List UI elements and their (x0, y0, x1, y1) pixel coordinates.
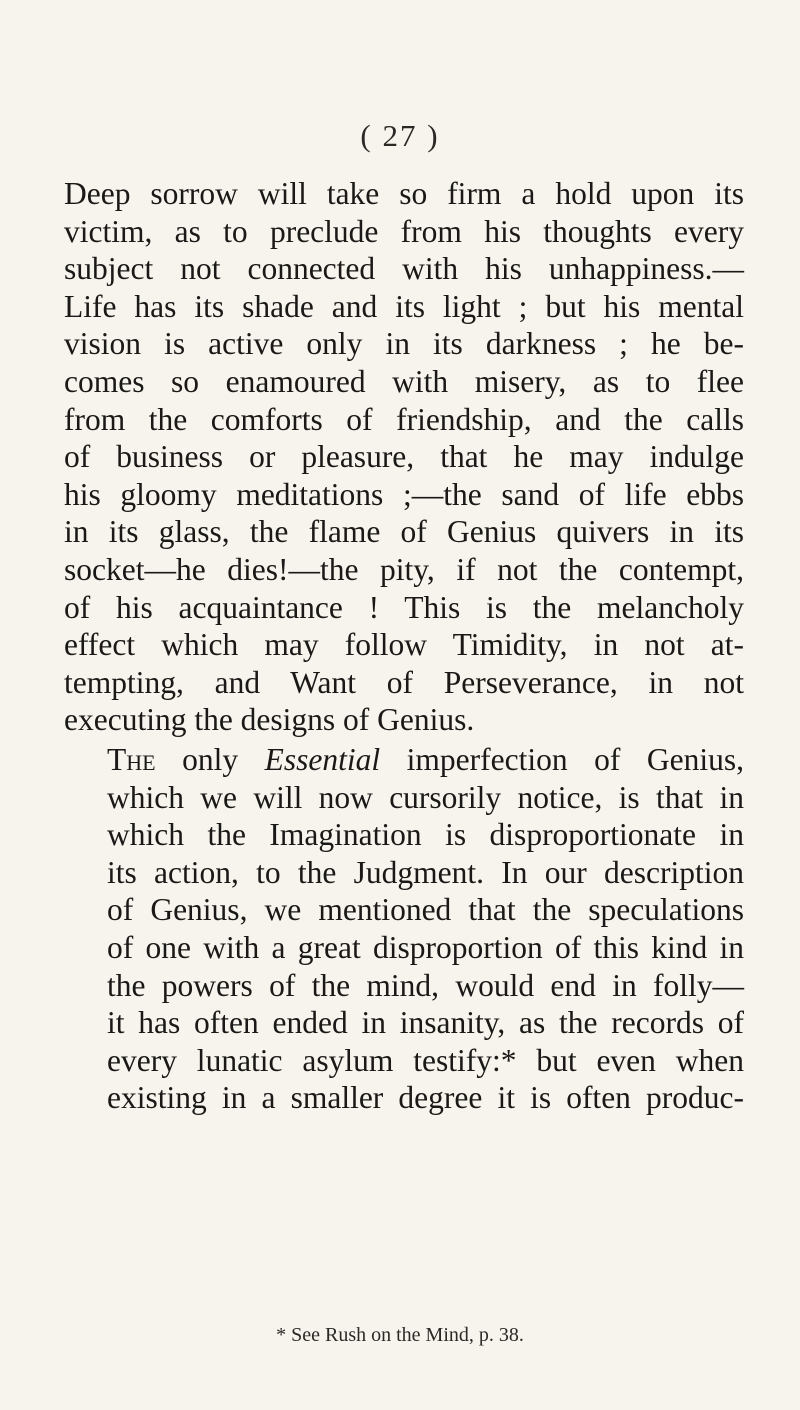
text-line: socket—he dies!—the pity, if not the contempt, (64, 551, 744, 587)
emphasis-word: Essential (264, 742, 381, 777)
text-run: only (155, 742, 265, 777)
text-line: his gloomy meditations ;—the sand of life ebbs (64, 476, 744, 512)
text-line: which we will now cursorily notice, is that in (107, 779, 744, 815)
text-line: of his acquaintance ! This is the melancholy (64, 589, 744, 625)
text-line: subject not connected with his unhappiness.— (64, 251, 744, 287)
lead-word: The (107, 742, 156, 777)
text-line: victim, as to preclude from his thoughts every (64, 213, 744, 249)
text-line: comes so enamoured with misery, as to flee (64, 363, 744, 399)
text-line: from the comforts of friendship, and the calls (64, 401, 744, 437)
text-line: Deep sorrow will take so firm a hold upon its (64, 176, 744, 211)
text-line: effect which may follow Timidity, in not at- (64, 627, 744, 663)
text-line: every lunatic asylum testify:* but even when (107, 1042, 744, 1078)
paragraph-1 (64, 175, 744, 739)
footnote: * See Rush on the Mind, p. 38. (276, 1324, 524, 1346)
page-number: ( 27 ) (360, 118, 440, 153)
text-line: it has often ended in insanity, as the records of (107, 1005, 744, 1041)
text-line: vision is active only in its darkness ; he be- (64, 326, 744, 362)
text-line: of Genius, we mentioned that the speculations (107, 892, 744, 928)
text-line: of one with a great disproportion of this kind in (107, 929, 744, 965)
text-line: executing the designs of Genius. (64, 702, 475, 738)
text-line: tempting, and Want of Perseverance, in not (64, 664, 744, 700)
text-run: imperfection of Genius, (380, 742, 744, 777)
text-line: which the Imagination is disproportionate in (107, 817, 744, 853)
text-line: its action, to the Judgment. In our description (107, 854, 744, 890)
text-line: in its glass, the flame of Genius quivers in its (64, 514, 744, 550)
text-line: of business or pleasure, that he may indulge (64, 439, 744, 475)
text-line: the powers of the mind, would end in folly— (107, 967, 744, 1003)
text-line: existing in a smaller degree it is often produc- (107, 1080, 744, 1116)
paragraph-2 (64, 741, 744, 1117)
paragraph-2-first-line (64, 741, 744, 779)
text-line: Life has its shade and its light ; but his mental (64, 288, 744, 324)
